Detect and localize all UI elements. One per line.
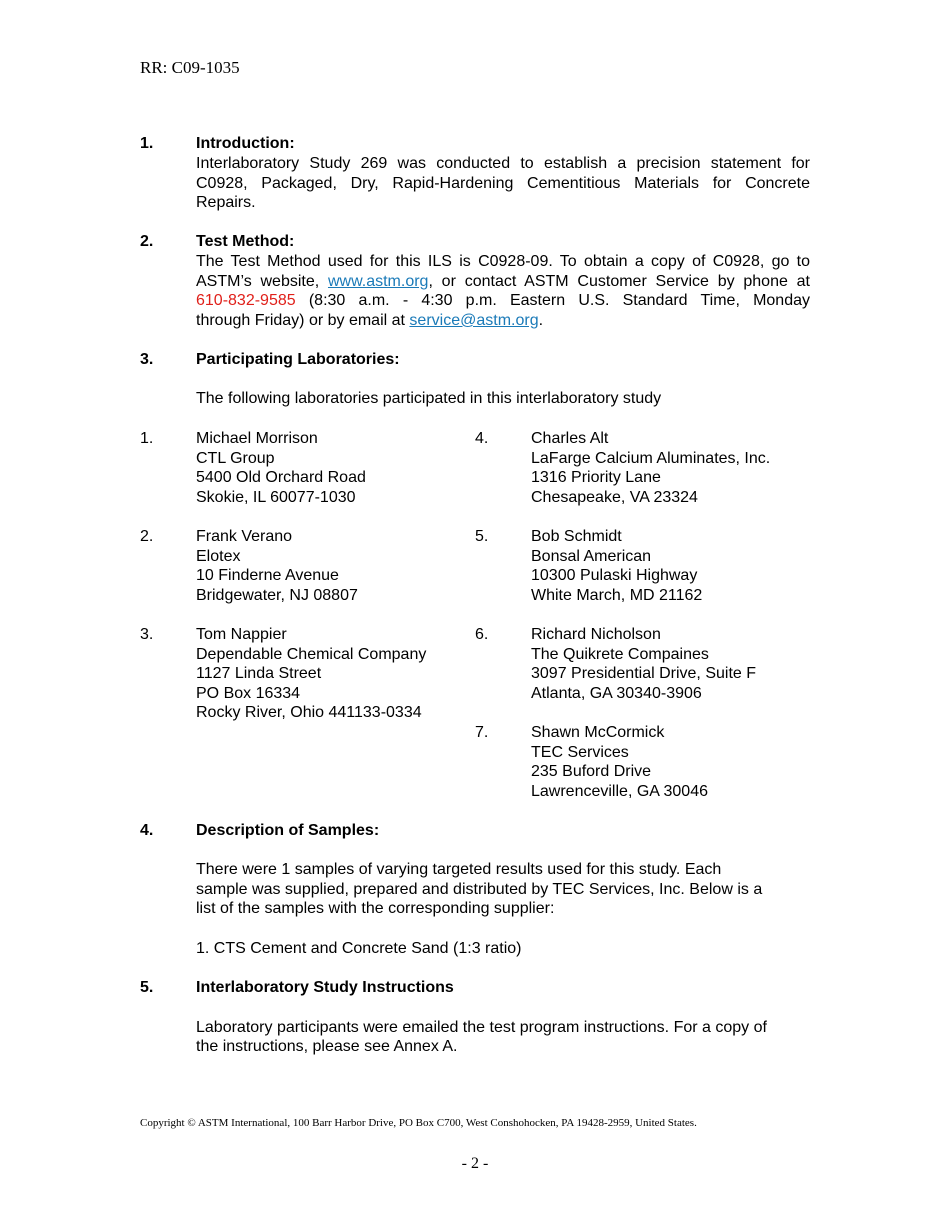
lab-number: 5. xyxy=(475,528,489,545)
lab-address-line: 3097 Presidential Drive, Suite F xyxy=(531,665,756,683)
lab-entry xyxy=(531,527,702,605)
lab-organization: LaFarge Calcium Aluminates, Inc. xyxy=(531,449,771,467)
lab-number: 3. xyxy=(140,626,154,643)
section-2-text-line xyxy=(196,311,543,331)
lab-organization: Elotex xyxy=(196,547,241,565)
section-2-text-line: The Test Method used for this ILS is C0928-09. To obtain a copy of C0928, go to xyxy=(196,253,810,270)
section-2-title: Test Method: xyxy=(196,233,295,250)
section-3-title: Participating Laboratories: xyxy=(196,351,400,368)
lab-address-line: Skokie, IL 60077-1030 xyxy=(196,488,356,506)
lab-address-line: Bridgewater, NJ 08807 xyxy=(196,586,358,604)
astm-website-link[interactable]: www.astm.org xyxy=(327,273,429,290)
section-1-title: Introduction: xyxy=(196,135,295,152)
lab-number: 4. xyxy=(475,430,489,447)
section-3-number: 3. xyxy=(140,351,154,368)
lab-number: 6. xyxy=(475,626,489,643)
lab-number: 2. xyxy=(140,528,154,545)
section-1-number: 1. xyxy=(140,135,154,152)
section-4-text-line: There were 1 samples of varying targeted results used for this study. Each xyxy=(196,861,722,878)
lab-address-line: 1127 Linda Street xyxy=(196,665,322,683)
page-number: - 2 - xyxy=(461,1155,489,1172)
lab-address-line: PO Box 16334 xyxy=(196,684,301,702)
lab-entry xyxy=(531,429,770,507)
sample-list-item: 1. CTS Cement and Concrete Sand (1:3 ratio) xyxy=(196,940,522,957)
lab-address-line: 10 Finderne Avenue xyxy=(196,567,339,585)
section-5-title: Interlaboratory Study Instructions xyxy=(196,979,454,996)
lab-organization: Dependable Chemical Company xyxy=(196,645,427,663)
lab-address-line: 5400 Old Orchard Road xyxy=(196,469,366,487)
lab-address-line: Lawrenceville, GA 30046 xyxy=(531,782,708,800)
lab-organization: TEC Services xyxy=(531,743,629,761)
section-5-text-line: Laboratory participants were emailed the test program instructions. For a copy of xyxy=(196,1019,767,1036)
copyright-notice: Copyright © ASTM International, 100 Barr Harbor Drive, PO Box C700, West Conshohocken, PA 19428-2959, United States. xyxy=(140,1117,697,1129)
lab-address-line: 235 Buford Drive xyxy=(531,763,652,781)
text-span: ASTM’s website, xyxy=(196,273,328,290)
text-span: . xyxy=(538,312,544,329)
lab-organization: The Quikrete Compaines xyxy=(531,645,709,663)
lab-organization: Bonsal American xyxy=(531,547,652,565)
lab-contact: Michael Morrison xyxy=(196,430,318,447)
phone-number[interactable]: 610-832-9585 xyxy=(196,292,296,309)
text-span: (8:30 a.m. - 4:30 p.m. Eastern U.S. Standard Time, Monday xyxy=(295,292,810,309)
lab-entry xyxy=(531,723,708,801)
lab-address-line: Rocky River, Ohio 441133-0334 xyxy=(196,704,422,722)
text-span: , or contact ASTM Customer Service by phone at xyxy=(428,273,810,290)
lab-entry xyxy=(531,625,756,703)
section-1-text-line: Interlaboratory Study 269 was conducted to establish a precision statement for xyxy=(196,155,810,172)
section-2-text-line xyxy=(196,291,810,311)
lab-address-line: 10300 Pulaski Highway xyxy=(531,567,698,585)
text-span: through Friday) or by email at xyxy=(196,312,410,329)
lab-contact: Charles Alt xyxy=(531,430,609,447)
lab-entry xyxy=(196,625,426,723)
service-email-link[interactable]: service@astm.org xyxy=(409,312,539,329)
section-2-number: 2. xyxy=(140,233,154,250)
lab-address-line: 1316 Priority Lane xyxy=(531,469,661,487)
section-5-text-line: the instructions, please see Annex A. xyxy=(196,1038,458,1055)
lab-contact: Bob Schmidt xyxy=(531,528,622,545)
lab-contact: Shawn McCormick xyxy=(531,724,665,741)
lab-contact: Tom Nappier xyxy=(196,626,287,643)
section-4-number: 4. xyxy=(140,822,154,839)
lab-organization: CTL Group xyxy=(196,449,275,467)
lab-entry xyxy=(196,429,366,507)
report-id: RR: C09-1035 xyxy=(140,58,240,77)
lab-number: 1. xyxy=(140,430,154,447)
lab-contact: Frank Verano xyxy=(196,528,293,545)
section-3-intro: The following laboratories participated in this interlaboratory study xyxy=(196,390,662,407)
lab-number: 7. xyxy=(475,724,489,741)
lab-address-line: Atlanta, GA 30340-3906 xyxy=(531,684,702,702)
section-4-text-line: sample was supplied, prepared and distributed by TEC Services, Inc. Below is a xyxy=(196,881,763,898)
section-1-text-line: C0928, Packaged, Dry, Rapid-Hardening Cementitious Materials for Concrete xyxy=(196,175,810,192)
section-5-number: 5. xyxy=(140,979,154,996)
section-1-text-line: Repairs. xyxy=(196,194,256,211)
section-4-title: Description of Samples: xyxy=(196,822,380,839)
lab-entry xyxy=(196,527,358,605)
section-2-text-line xyxy=(196,272,810,292)
lab-address-line: Chesapeake, VA 23324 xyxy=(531,488,698,506)
section-4-text-line: list of the samples with the corresponding supplier: xyxy=(196,900,555,917)
lab-contact: Richard Nicholson xyxy=(531,626,661,643)
lab-address-line: White March, MD 21162 xyxy=(531,586,703,604)
